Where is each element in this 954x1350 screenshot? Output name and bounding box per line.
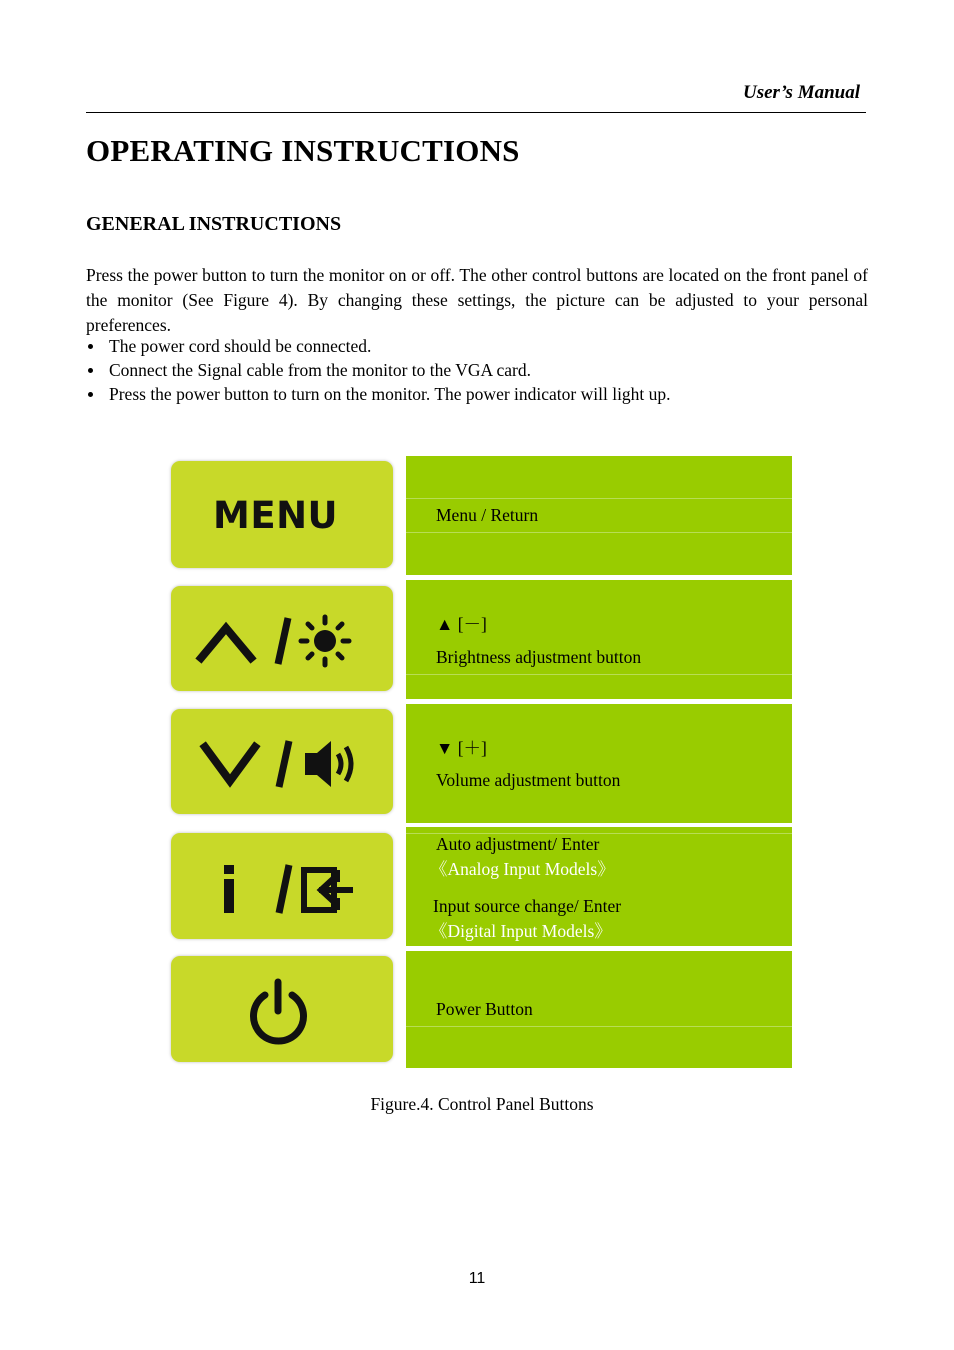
down-description-panel	[406, 704, 792, 823]
down-key-label: ▼ [＋]	[436, 738, 487, 758]
manual-title: User’s Manual	[742, 82, 860, 103]
info-input-button[interactable]	[171, 833, 393, 939]
list-item: Press the power button to turn on the monitor. The power indicator will light up.	[86, 382, 671, 406]
info-description-panel	[406, 827, 792, 946]
chevron-down-volume-icon	[171, 709, 393, 814]
page-header	[86, 82, 866, 113]
instruction-list	[86, 334, 671, 406]
list-item: The power cord should be connected.	[86, 334, 671, 358]
analog-models-note: 《Analog Input Models》	[430, 859, 615, 879]
list-item: Connect the Signal cable from the monitor to the VGA card.	[86, 358, 671, 382]
down-volume-button[interactable]	[171, 709, 393, 814]
chevron-up-brightness-icon	[171, 586, 393, 691]
page-title: OPERATING INSTRUCTIONS	[86, 133, 520, 168]
up-brightness-button[interactable]	[171, 586, 393, 691]
down-description: Volume adjustment button	[436, 770, 621, 790]
input-source-label: Input source change/ Enter	[433, 896, 622, 916]
menu-description: Menu / Return	[436, 505, 539, 525]
digital-models-note: 《Digital Input Models》	[430, 921, 612, 941]
power-description-panel	[406, 951, 792, 1068]
power-icon	[171, 956, 393, 1062]
intro-paragraph: Press the power button to turn the monitor on or off. The other control buttons are located on the front panel of the monitor (See Figure 4). By changing these settings, the picture can be adjusted to your personal preferences.	[86, 265, 868, 335]
menu-button-label: MENU	[213, 494, 339, 537]
power-description: Power Button	[436, 999, 533, 1019]
figure-caption: Figure.4. Control Panel Buttons	[370, 1094, 594, 1114]
menu-description-panel	[406, 456, 792, 575]
up-description: Brightness adjustment button	[436, 647, 642, 667]
info-input-icon	[171, 833, 393, 939]
section-title: GENERAL INSTRUCTIONS	[86, 213, 342, 235]
up-description-panel	[406, 580, 792, 699]
auto-adjust-label: Auto adjustment/ Enter	[436, 834, 600, 854]
menu-button[interactable]	[171, 461, 393, 568]
page-number: 11	[468, 1270, 486, 1287]
up-key-label: ▲ [－]	[436, 614, 487, 634]
power-button[interactable]	[171, 956, 393, 1062]
